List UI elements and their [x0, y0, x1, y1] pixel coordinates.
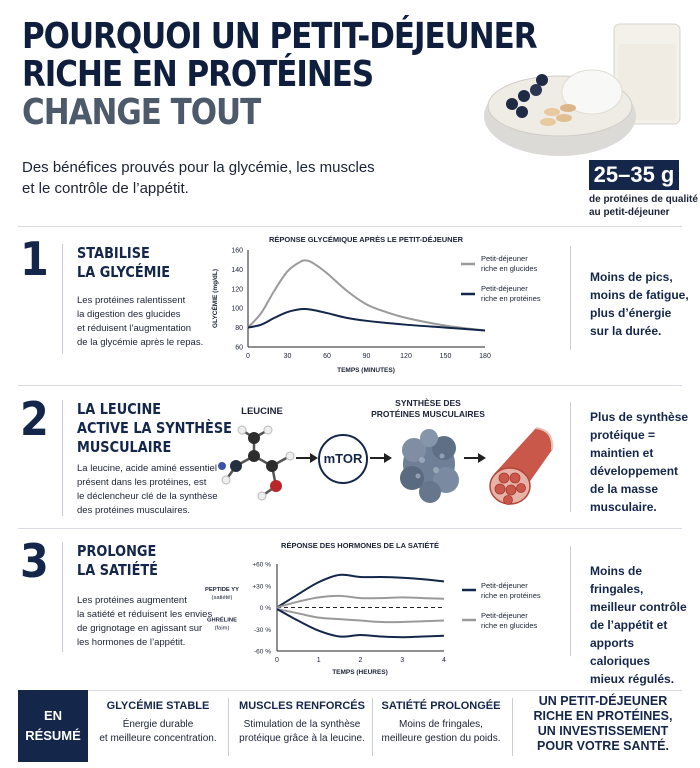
x-tick-label: 150: [439, 353, 452, 360]
x-axis-label: TEMPS (MINUTES): [337, 367, 395, 374]
synthesis-label: SYNTHÈSE DES PROTÉINES MUSCULAIRES: [371, 398, 485, 419]
section-number-2: 2: [20, 392, 49, 446]
muscle-fiber-icon: [484, 420, 558, 512]
section-2-result: Plus de synthèse protéique = maintien et développement de la masse musculaire.: [590, 410, 689, 514]
footer-separator: [372, 698, 373, 756]
leucine-molecule-icon: [214, 424, 304, 504]
title-line-3: CHANGE TOUT: [22, 92, 261, 133]
legend-label: Petit-déjeuner: [481, 254, 528, 263]
series-line-proteines: [248, 309, 485, 331]
chart-title: RÉPONSE DES HORMONES DE LA SATIÉTÉ: [281, 541, 439, 550]
subtitle-line-2: et le contrôle de l’appétit.: [22, 180, 189, 197]
y-tick-label: +60 %: [252, 561, 271, 569]
breakfast-bowl-illustration: [482, 14, 700, 174]
x-tick-label: 180: [479, 353, 491, 360]
series-line-ghreline-3: [277, 609, 444, 637]
hormone-group-sublabel: (faim): [214, 625, 230, 632]
x-tick-label: 120: [400, 353, 412, 360]
arrow-right-icon: [464, 452, 486, 464]
hormone-group-sublabel: (satiété): [211, 595, 233, 601]
x-tick-label: 60: [323, 353, 331, 360]
series-line-ghreline-2: [277, 609, 444, 622]
footer-separator: [512, 698, 513, 756]
protein-amount-badge: 25–35 g: [589, 160, 679, 190]
x-tick-label: 2: [358, 657, 363, 664]
leucine-label: LEUCINE: [241, 406, 283, 417]
section-number-1: 1: [20, 232, 49, 286]
section-1-description: Les protéines ralentissent la digestion des glucides et réduisent l’augmentation de la glycémie après le repas.: [77, 295, 204, 348]
series-line-pyy-1: [277, 596, 444, 608]
arrow-right-icon: [296, 452, 318, 464]
y-tick-label: 0 %: [259, 605, 271, 612]
legend-label: riche en protéines: [481, 591, 541, 600]
section-1-rule: [62, 244, 63, 354]
x-axis-label: TEMPS (HEURES): [332, 669, 388, 676]
section-number-3: 3: [20, 534, 49, 588]
y-tick-label: 100: [231, 305, 243, 313]
divider: [18, 226, 682, 227]
y-tick-label: 60: [235, 344, 243, 352]
summary-label: EN RÉSUMÉ: [18, 690, 88, 762]
chart-title: RÉPONSE GLYCÉMIQUE APRÈS LE PETIT-DÉJEUNER: [268, 235, 464, 244]
protein-structure-icon: [392, 420, 466, 510]
section-3-rule: [62, 542, 63, 652]
hormone-group-label: GHRÉLINE: [207, 617, 237, 624]
summary-conclusion: UN PETIT-DÉJEUNER RICHE EN PROTÉINES, UN INVESTISSEMENT POUR VOTRE SANTÉ.: [533, 694, 673, 753]
x-tick-label: 0: [246, 353, 250, 360]
x-tick-label: 90: [362, 353, 371, 360]
section-1-result: Moins de pics, moins de fatigue, plus d’énergie sur la durée.: [590, 270, 689, 338]
legend-label: Petit-déjeuner: [481, 611, 528, 620]
divider: [18, 385, 682, 386]
y-axis-label: GLYCÉMIE (mg/dL): [212, 269, 219, 328]
section-2-heading: LA LEUCINE ACTIVE LA SYNTHÈSE MUSCULAIRE: [77, 400, 232, 456]
x-tick-label: 1: [316, 657, 321, 664]
blueberry-icon: [506, 98, 518, 110]
section-1-heading: STABILISE LA GLYCÉMIE: [77, 244, 171, 281]
hormone-group-label: PEPTIDE YY: [204, 587, 240, 593]
summary-col-glycemia: GLYCÉMIE STABLE Énergie durable et meilleure concentration.: [99, 700, 217, 744]
y-tick-label: 120: [231, 286, 243, 294]
y-tick-label: 140: [231, 266, 243, 274]
summary-col-satiety: SATIÉTÉ PROLONGÉE Moins de fringales, meilleure gestion du poids.: [381, 700, 501, 744]
arrow-right-icon: [370, 452, 392, 464]
almond-slice-icon: [544, 108, 560, 116]
x-tick-label: 0: [275, 657, 279, 664]
legend-label: Petit-déjeuner: [481, 284, 528, 293]
summary-col-muscles: MUSCLES RENFORCÉS Stimulation de la synthèse protéique grâce à la leucine.: [239, 700, 365, 744]
footer-separator: [228, 698, 229, 756]
y-tick-label: 160: [231, 247, 243, 255]
legend-label: riche en protéines: [481, 294, 541, 303]
y-tick-label: +30 %: [252, 583, 271, 591]
section-3-heading: PROLONGE LA SATIÉTÉ: [77, 542, 159, 579]
series-line-pyy-0: [277, 575, 444, 608]
y-tick-label: -60 %: [254, 648, 271, 656]
page-title: [22, 18, 537, 132]
subtitle: [22, 157, 382, 199]
section-3-description: Les protéines augmentent la satiété et réduisent les envies de grignotage en agissant sur les hormones de l’appétit.: [77, 595, 213, 648]
y-tick-label: 80: [235, 325, 243, 333]
y-tick-label: -30 %: [254, 626, 271, 634]
satiety-hormones-chart: [200, 538, 560, 682]
title-line-1: POURQUOI UN PETIT-DÉJEUNER: [22, 16, 537, 57]
subtitle-line-1: Des bénéfices prouvés pour la glycémie, les muscles: [22, 159, 375, 176]
legend-label: Petit-déjeuner: [481, 581, 528, 590]
protein-amount-caption: de protéines de qualité au petit-déjeuner: [589, 194, 698, 218]
x-tick-label: 4: [442, 657, 446, 664]
mtor-circle: mTOR: [318, 434, 368, 484]
section-2-description: La leucine, acide aminé essentiel présent dans les protéines, est le déclencheur clé de la synthèse des protéines musculaires.: [77, 463, 218, 516]
legend-label: riche en glucides: [481, 264, 538, 273]
section-2-rule: [62, 400, 63, 516]
section-2-result-rule: [570, 402, 571, 512]
legend-label: riche en glucides: [481, 621, 538, 630]
section-3-result: Moins de fringales, meilleur contrôle de l’appétit et apports caloriques mieux régulés.: [590, 564, 687, 686]
x-tick-label: 30: [283, 353, 292, 360]
divider: [18, 528, 682, 529]
glycemic-response-chart: [205, 230, 560, 378]
section-1-result-rule: [570, 246, 571, 350]
title-line-2: RICHE EN PROTÉINES: [22, 54, 374, 95]
section-3-result-rule: [570, 546, 571, 656]
x-tick-label: 3: [400, 657, 405, 664]
